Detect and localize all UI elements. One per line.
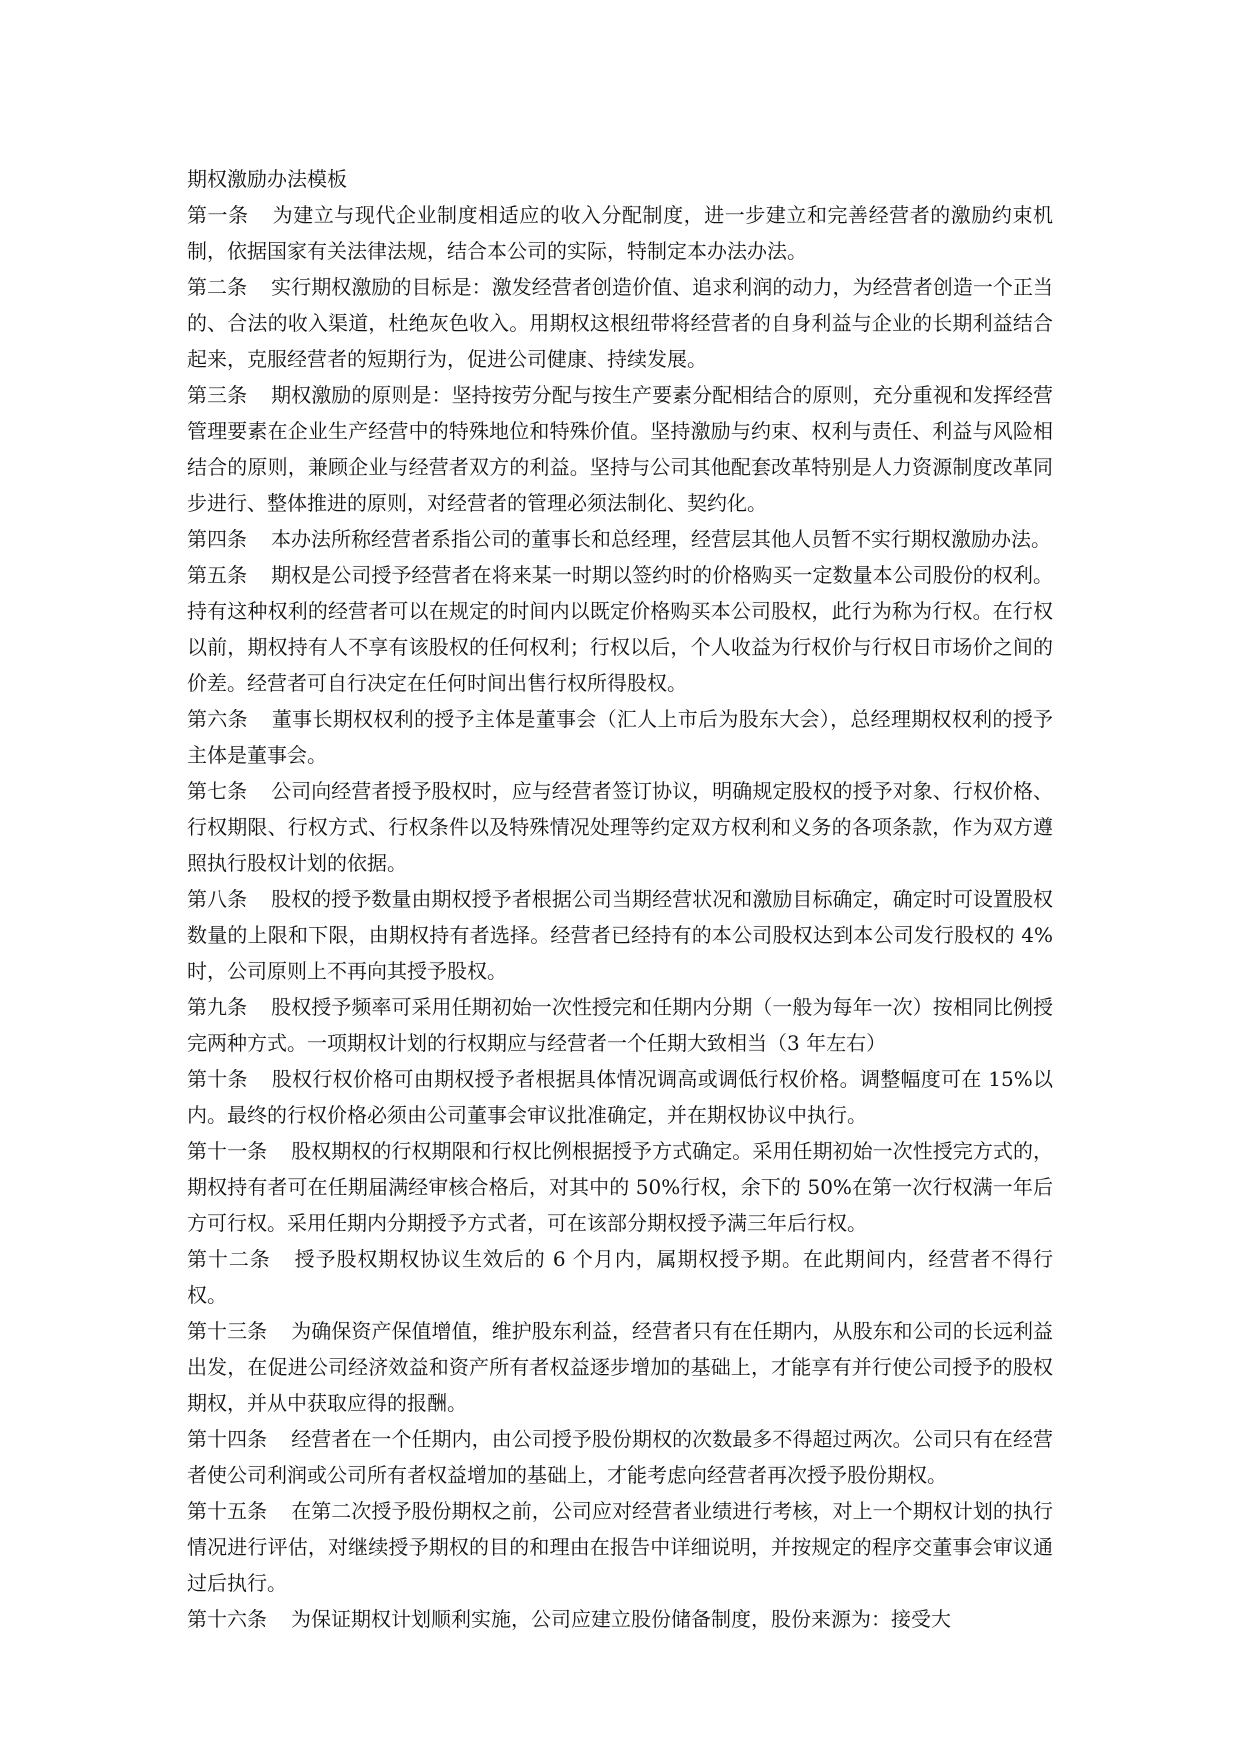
article-number: 第十五条: [187, 1499, 268, 1523]
article-number: 第十三条: [187, 1319, 268, 1343]
article-paragraph: [187, 1313, 1053, 1421]
article-text: 为确保资产保值增值，维护股东利益，经营者只有在任期内，从股东和公司的长远利益出发，在促进公司经济效益和资产所有者权益逐步增加的基础上，才能享有并行使公司授予的股权期权，并从中获取应得的报酬。: [187, 1319, 1054, 1415]
article-paragraph: [187, 1493, 1053, 1601]
article-text: 为建立与现代企业制度相适应的收入分配制度，进一步建立和完善经营者的激励约束机制，依据国家有关法律法规，结合本公司的实际，特制定本办法办法。: [187, 203, 1054, 263]
article-paragraph: [187, 881, 1053, 989]
article-number: 第一条: [187, 203, 249, 227]
article-text: 股权行权价格可由期权授予者根据具体情况调高或调低行权价格。调整幅度可在 15%以内。最终的行权价格必须由公司董事会审议批准确定，并在期权协议中执行。: [187, 1067, 1054, 1127]
article-text: 期权是公司授予经营者在将来某一时期以签约时的价格购买一定数量本公司股份的权利。持有这种权利的经营者可以在规定的时间内以既定价格购买本公司股权，此行为称为行权。在行权以前，期权持有人不享有该股权的任何权利；行权以后，个人收益为行权价与行权日市场价之间的价差。经营者可自行决定在任何时间出售行权所得股权。: [187, 563, 1054, 695]
article-paragraph: [187, 269, 1053, 377]
article-number: 第七条: [187, 779, 248, 803]
article-number: 第五条: [187, 563, 248, 587]
article-text: 授予股权期权协议生效后的 6 个月内，属期权授予期。在此期间内，经营者不得行权。: [187, 1247, 1053, 1307]
article-number: 第二条: [187, 275, 248, 299]
article-paragraph: [187, 521, 1053, 557]
article-paragraph: [187, 1061, 1053, 1133]
article-text: 股权授予频率可采用任期初始一次性授完和任期内分期（一般为每年一次）按相同比例授完两种方式。一项期权计划的行权期应与经营者一个任期大致相当（3 年左右）: [187, 995, 1054, 1055]
article-text: 经营者在一个任期内，由公司授予股份期权的次数最多不得超过两次。公司只有在经营者使公司利润或公司所有者权益增加的基础上，才能考虑向经营者再次授予股份期权。: [187, 1427, 1054, 1487]
article-paragraph: [187, 773, 1053, 881]
article-number: 第十六条: [187, 1607, 267, 1631]
article-paragraph: [187, 989, 1053, 1061]
article-paragraph: [187, 557, 1053, 701]
article-text: 股权的授予数量由期权授予者根据公司当期经营状况和激励目标确定，确定时可设置股权数量的上限和下限，由期权持有者选择。经营者已经持有的本公司股权达到本公司发行股权的 4%时，公司原则上不再向其授予股权。: [187, 887, 1054, 983]
article-text: 期权激励的原则是：坚持按劳分配与按生产要素分配相结合的原则，充分重视和发挥经营管理要素在企业生产经营中的特殊地位和特殊价值。坚持激励与约束、权利与责任、利益与风险相结合的原则，兼顾企业与经营者双方的利益。坚持与公司其他配套改革特别是人力资源制度改革同步进行、整体推进的原则，对经营者的管理必须法制化、契约化。: [187, 383, 1054, 515]
article-paragraph: [187, 1421, 1053, 1493]
article-paragraph: [187, 1241, 1053, 1313]
article-number: 第十一条: [187, 1139, 268, 1163]
article-text: 本办法所称经营者系指公司的董事长和总经理，经营层其他人员暂不实行期权激励办法。: [271, 527, 1051, 551]
article-text: 董事长期权权利的授予主体是董事会（汇人上市后为股东大会），总经理期权权利的授予主体是董事会。: [187, 707, 1054, 767]
article-paragraph: [187, 1601, 1053, 1637]
article-number: 第十二条: [187, 1247, 271, 1271]
article-number: 第十条: [187, 1067, 248, 1091]
article-number: 第六条: [187, 707, 248, 731]
article-text: 公司向经营者授予股权时，应与经营者签订协议，明确规定股权的授予对象、行权价格、行权期限、行权方式、行权条件以及特殊情况处理等约定双方权利和义务的各项条款，作为双方遵照执行股权计划的依据。: [187, 779, 1054, 875]
article-paragraph: [187, 1133, 1053, 1241]
document-title: 期权激励办法模板: [187, 167, 347, 191]
article-number: 第九条: [187, 995, 248, 1019]
article-number: 第四条: [187, 527, 247, 551]
article-number: 第八条: [187, 887, 248, 911]
article-list: [187, 197, 1053, 1637]
article-text: 实行期权激励的目标是：激发经营者创造价值、追求利润的动力，为经营者创造一个正当的、合法的收入渠道，杜绝灰色收入。用期权这根纽带将经营者的自身利益与企业的长期利益结合起来，克服经营者的短期行为，促进公司健康、持续发展。: [187, 275, 1054, 371]
article-paragraph: [187, 701, 1053, 773]
article-paragraph: [187, 377, 1053, 521]
article-number: 第十四条: [187, 1427, 268, 1451]
article-text: 为保证期权计划顺利实施，公司应建立股份储备制度，股份来源为：接受大: [291, 1607, 951, 1631]
article-text: 股权期权的行权期限和行权比例根据授予方式确定。采用任期初始一次性授完方式的，期权持有者可在任期届满经审核合格后，对其中的 50%行权，余下的 50%在第一次行权满一年后方可行权。采用任期内分期授予方式者，可在该部分期权授予满三年后行权。: [187, 1139, 1054, 1235]
document-body: [187, 161, 1053, 1637]
article-number: 第三条: [187, 383, 248, 407]
article-text: 在第二次授予股份期权之前，公司应对经营者业绩进行考核，对上一个期权计划的执行情况进行评估，对继续授予期权的目的和理由在报告中详细说明，并按规定的程序交董事会审议通过后执行。: [187, 1499, 1054, 1595]
article-paragraph: [187, 197, 1053, 269]
